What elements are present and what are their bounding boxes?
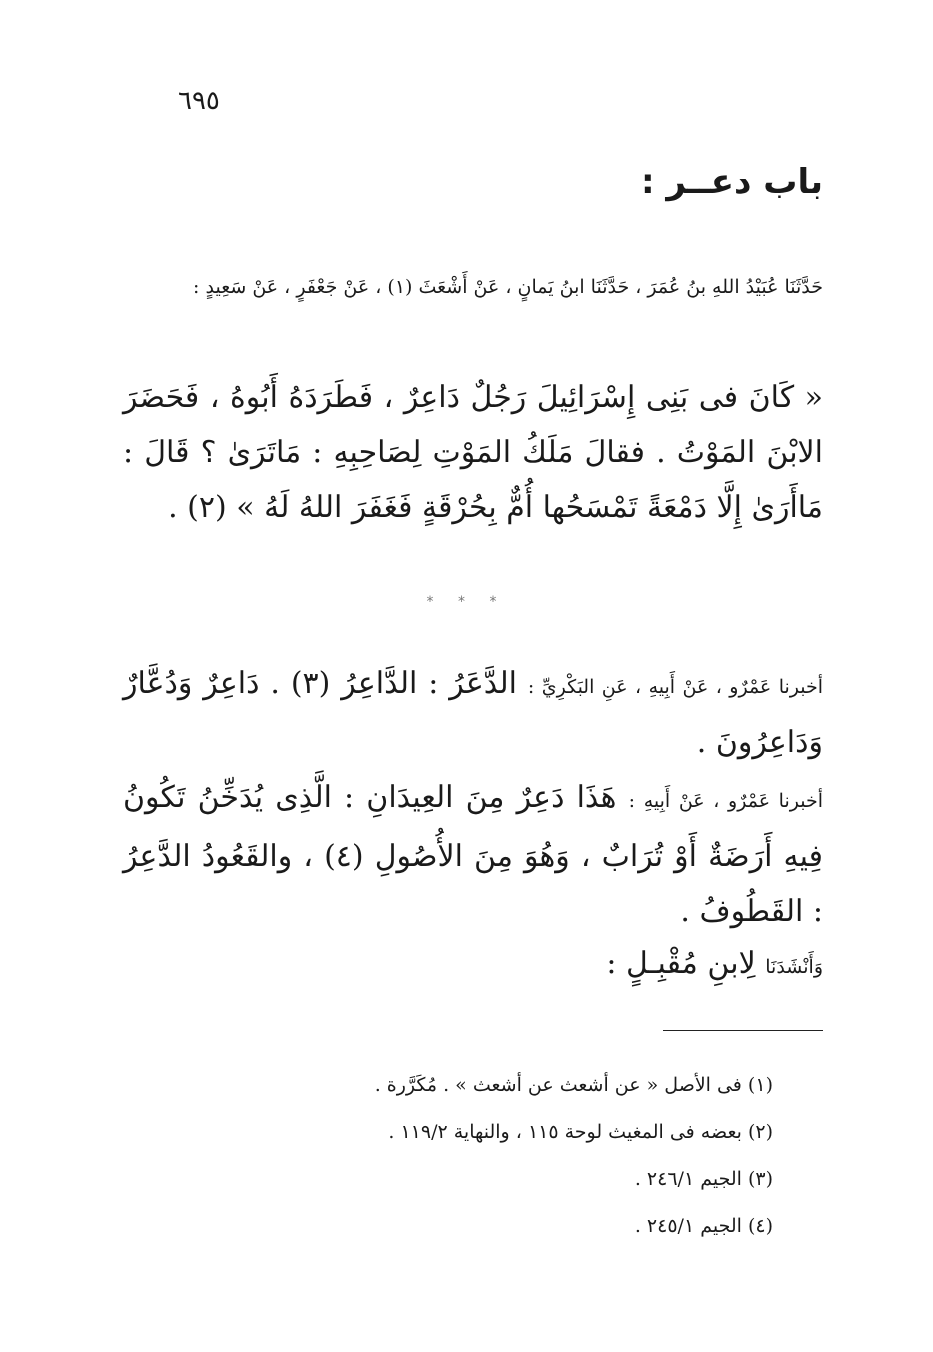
footnote-3: (٣) الجيم ٢٤٦/١ .: [634, 1168, 773, 1190]
paragraph-1-body: الدَّعَرُ : الدَّاعِرُ (٣) . دَاعِرٌ وَدُعَّارٌ وَدَاعِرُونَ .: [123, 666, 823, 760]
section-separator: * * *: [426, 594, 507, 610]
footnotes: [375, 1062, 773, 1250]
footnote-1: (١) فى الأصل « عن أشعث عن أشعث » . مُكَرَّرة .: [374, 1074, 773, 1096]
paragraph-1-lead: أخبرنا عَمْرٌو ، عَنْ أَبِيهِ ، عَنِ البَكْرِيِّ :: [527, 676, 824, 698]
hadith-text: « كَانَ فى بَنِى إِسْرَائِيلَ رَجُلٌ دَاعِرٌ ، فَطَرَدَهُ أَبُوهُ ، فَحَضَرَ الابْنَ المَوْتُ . فقالَ مَلَكُ المَوْتِ لِصَاحِبِهِ : مَاتَرَىٰ ؟ قَالَ : مَاأَرَىٰ إِلَّا دَمْعَةً تَمْسَحُها أُمٌّ بِحُرْقَةٍ فَغَفَرَ اللهُ لَهُ » (٢) .: [123, 380, 823, 525]
footnote-4: (٤) الجيم ٢٤٥/١ .: [634, 1215, 773, 1237]
footnote-divider: [663, 1030, 823, 1031]
chapter-heading: باب دعــر :: [640, 162, 823, 202]
paragraph-2-lead: أخبرنا عَمْرٌو ، عَنْ أَبِيهِ :: [628, 790, 823, 812]
footnote-2: (٢) بعضه فى المغيث لوحة ١١٥ ، والنهاية ١١٩/٢ .: [388, 1121, 773, 1143]
isnad-text: حَدَّثَنَا عُبَيْدُ اللهِ بنُ عُمَرَ ، حَدَّثَنَا ابنُ يَمانٍ ، عَنْ أَشْعَثَ (١) ، عَنْ جَعْفَرٍ ، عَنْ سَعِيدٍ :: [193, 276, 823, 298]
paragraph-3-body: لِابنِ مُقْبِـلٍ :: [606, 946, 756, 981]
paragraph-3-lead: وَأَنْشَدَنَا: [765, 956, 823, 978]
paragraph-3: [123, 936, 823, 995]
paragraph-2: [123, 770, 823, 939]
paragraph-1: [123, 656, 823, 770]
paragraph-2-body: هَذَا دَعِرٌ مِنَ العِيدَانِ : الَّذِى يُدَخِّنُ تَكُونُ فِيهِ أَرَضَةٌ أَوْ تُرَابٌ ، وَهُوَ مِنَ الأُصُولِ (٤) ، والقَعُودُ الدَّعِرُ : القَطُوفُ .: [123, 780, 824, 929]
page-number: ٦٩٥: [178, 86, 220, 116]
